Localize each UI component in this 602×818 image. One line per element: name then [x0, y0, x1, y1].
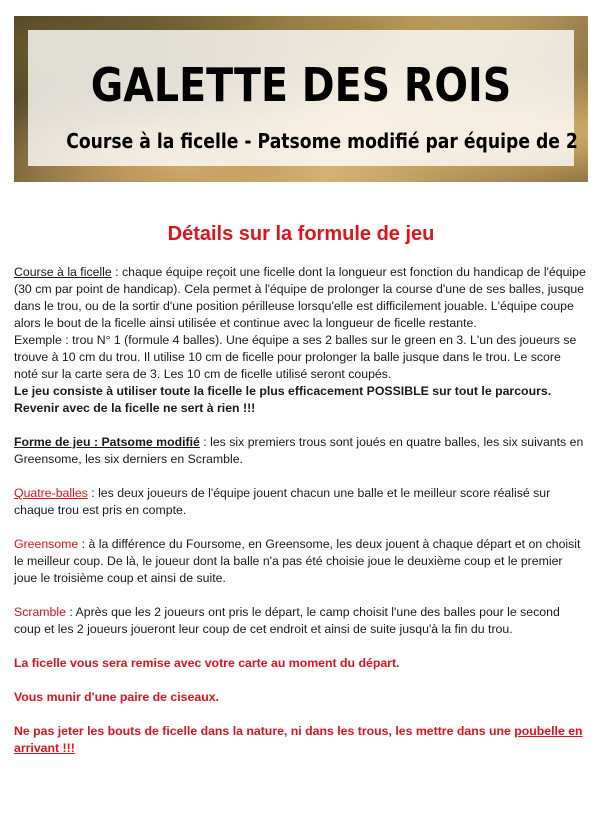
greensome-term: Greensome: [14, 537, 79, 551]
course-example: Exemple : trou N° 1 (formule 4 balles). Une équipe a ses 2 balles sur le green en 3. L'un des joueurs se trouve à 10 cm du trou. Il utilise 10 cm de ficelle pour prolonger la balle jusque dans le trou. Le score noté sur la carte sera de 3. Les 10 cm de ficelle utilisé seront coupés.: [14, 333, 577, 381]
course-term: Course à la ficelle: [14, 265, 112, 279]
notice-ficelle: La ficelle vous sera remise avec votre carte au moment du départ.: [14, 656, 400, 670]
greensome-text: : à la différence du Foursome, en Greensome, les deux jouent à chaque départ et on choisit le meilleur coup. De là, le joueur dont la balle n'a pas été choisie joue le deuxième coup et le premier joue le troisième coup et ainsi de suite.: [14, 537, 581, 585]
scramble-term: Scramble: [14, 605, 66, 619]
scramble-text: : Après que les 2 joueurs ont pris le départ, le camp choisit l'une des balles pour le second coup et les 2 joueurs joueront leur coup de cet endroit et ainsi de suite jusqu'à la fin du trou.: [14, 605, 560, 636]
quatre-term: Quatre-balles: [14, 486, 88, 500]
quatre-paragraph: [14, 485, 588, 519]
notice-bouts-text: Ne pas jeter les bouts de ficelle dans la nature, ni dans les trous, les mettre dans une: [14, 724, 515, 738]
banner-subtitle: Course à la ficelle - Patsome modifié par équipe de 2: [66, 129, 578, 153]
notice-bouts-end: poubelle en arrivant !!!: [14, 724, 583, 755]
notice-bouts: [14, 723, 588, 757]
forme-term: Forme de jeu : Patsome modifié: [14, 435, 200, 449]
rules-content: [14, 264, 588, 757]
course-text: : chaque équipe reçoit une ficelle dont la longueur est fonction du handicap de l'équipe (30 cm par point de handicap). Cela permet à l'équipe de prolonger la course d'une de ses balles, jusque dans le trou, ou de la sortir d'une position périlleuse lorsqu'elle est difficilement jouable. L'équipe coupe alors le bout de la ficelle ainsi utilisée et continue avec la longueur de ficelle restante.: [14, 265, 586, 330]
forme-paragraph: [14, 434, 588, 468]
page-heading: Détails sur la formule de jeu: [167, 223, 435, 245]
header-banner: [14, 16, 588, 182]
notice-ciseaux: Vous munir d'une paire de ciseaux.: [14, 690, 219, 704]
greensome-paragraph: [14, 536, 588, 587]
scramble-paragraph: [14, 604, 588, 638]
banner-title: GALETTE DES ROIS: [90, 58, 512, 112]
course-rule: Le jeu consiste à utiliser toute la ficelle le plus efficacement POSSIBLE sur tout le parcours. Revenir avec de la ficelle ne sert à rien !!!: [14, 384, 552, 415]
course-paragraph: [14, 264, 588, 332]
forme-text: : les six premiers trous sont joués en quatre balles, les six suivants en Greensome, les six derniers en Scramble.: [14, 435, 584, 466]
quatre-text: : les deux joueurs de l'équipe jouent chacun une balle et le meilleur score réalisé sur chaque trou est pris en compte.: [14, 486, 551, 517]
banner-panel: [28, 30, 578, 166]
